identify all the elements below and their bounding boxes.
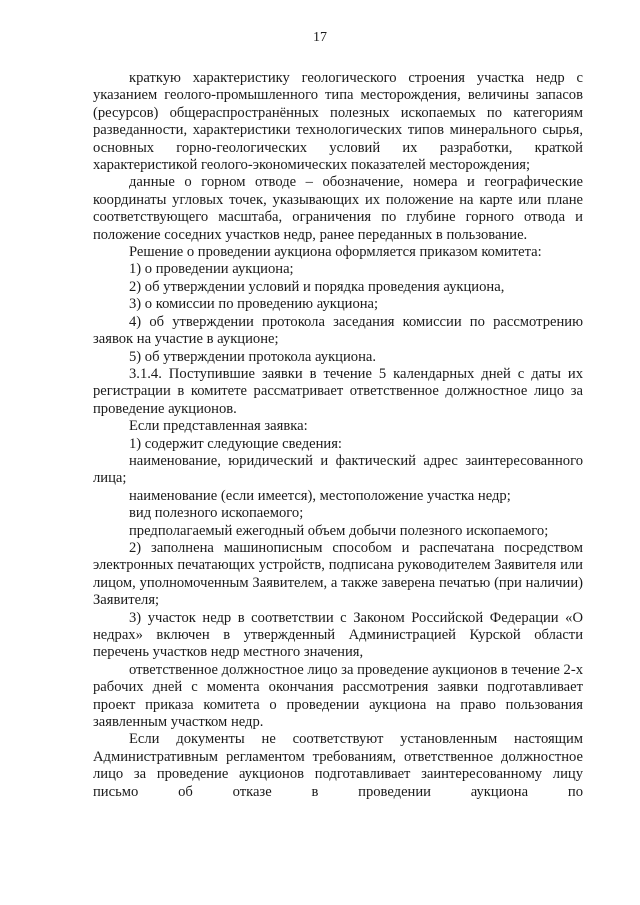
paragraph-geology-summary: краткую характеристику геологического строения участка недр с указанием геолого-промышленного типа месторождения, величины запасов (ресурсов) общераспространённых полезных ископаемых по категориям разведанности, характеристики технологических типов минерального сырья, основных горно-геологических условий их разработки, краткой характеристикой геолого-экономических показателей месторождения; bbox=[93, 70, 583, 174]
paragraph-applicant-name: наименование, юридический и фактический адрес заинтересованного лица; bbox=[93, 452, 583, 487]
paragraph-auction-decision: Решение о проведении аукциона оформляется приказом комитета: bbox=[129, 244, 542, 261]
paragraph-site-location: наименование (если имеется), местоположение участка недр; bbox=[129, 487, 511, 504]
list-item-auction-4: 4) об утверждении протокола заседания комиссии по рассмотрению заявок на участие в аукционе; bbox=[93, 313, 583, 348]
page-number: 17 bbox=[313, 30, 327, 45]
list-item-condition-3: 3) участок недр в соответствии с Законом Российской Федерации «О недрах» включен в утвержденный Администрацией Курской области перечень участков недр местного значения, bbox=[93, 609, 583, 661]
list-item-auction-3: 3) о комиссии по проведению аукциона; bbox=[129, 296, 379, 313]
list-item-auction-5: 5) об утверждении протокола аукциона. bbox=[129, 348, 377, 365]
paragraph-section-3-1-4: 3.1.4. Поступившие заявки в течение 5 календарных дней с даты их регистрации в комитете рассматривает ответственное должностное лицо за проведение аукционов. bbox=[93, 365, 583, 417]
paragraph-nonconformity: Если документы не соответствуют установленным настоящим Административным регламентом требованиям, ответственное должностное лицо за проведение аукционов подготавливает заинтересованному лицу письмо об отказе в проведении аукциона по bbox=[93, 731, 583, 800]
document-body bbox=[93, 70, 583, 801]
list-item-auction-2: 2) об утверждении условий и порядка проведения аукциона, bbox=[129, 278, 505, 295]
paragraph-mineral-type: вид полезного ископаемого; bbox=[129, 505, 304, 522]
paragraph-responsible-official: ответственное должностное лицо за проведение аукционов в течение 2-х рабочих дней с момента окончания рассмотрения заявки подготавливает проект приказа комитета о проведении аукциона на право пользования заявленным участком недр. bbox=[93, 661, 583, 731]
paragraph-mining-allotment: данные о горном отводе – обозначение, номера и географические координаты угловых точек, указывающих их положение на карте или плане соответствующего масштаба, ограничения по глубине горного отвода и положение соседних участков недр, ранее переданных в пользование. bbox=[93, 174, 583, 243]
list-item-condition-2: 2) заполнена машинописным способом и распечатана посредством электронных печатающих устройств, подписана руководителем Заявителя или лицом, уполномоченным Заявителем, а также заверена печатью (при наличии) Заявителя; bbox=[93, 539, 583, 609]
paragraph-annual-volume: предполагаемый ежегодный объем добычи полезного ископаемого; bbox=[129, 522, 549, 539]
list-item-condition-1: 1) содержит следующие сведения: bbox=[129, 435, 342, 452]
list-item-auction-1: 1) о проведении аукциона; bbox=[129, 261, 294, 278]
paragraph-if-application: Если представленная заявка: bbox=[129, 418, 308, 435]
